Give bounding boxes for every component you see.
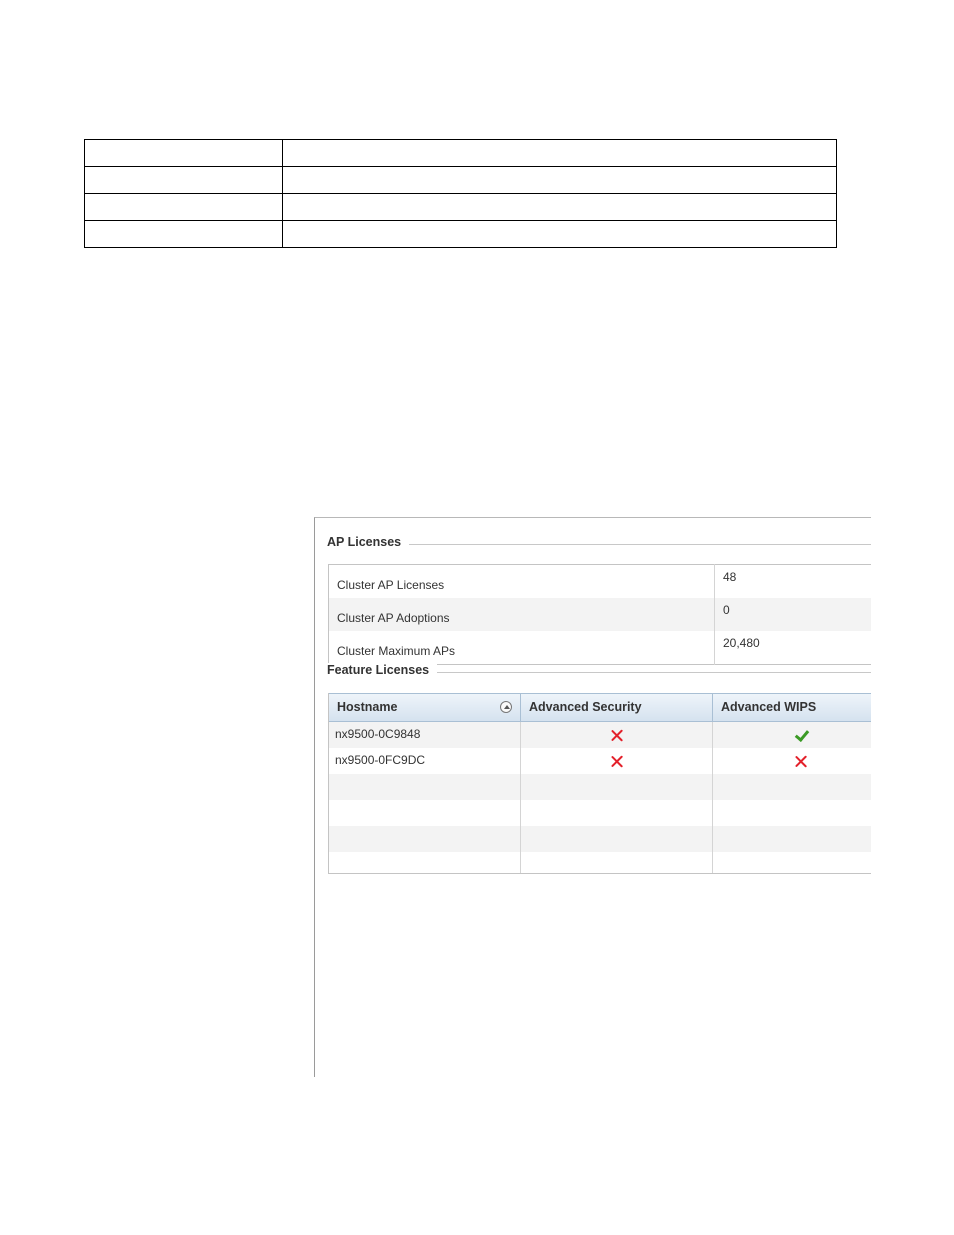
- row-label: Cluster AP Licenses: [329, 565, 715, 599]
- ap-licenses-table: [328, 564, 871, 665]
- ap-licenses-title: AP Licenses: [327, 535, 409, 549]
- cross-icon: [610, 729, 623, 742]
- row-value: 48: [715, 565, 872, 599]
- empty-row: [329, 774, 871, 800]
- feature-licenses-divider: [435, 672, 871, 673]
- column-header-advanced-security[interactable]: Advanced Security: [521, 694, 713, 721]
- table-row: [329, 565, 872, 599]
- sort-ascending-icon[interactable]: [500, 701, 512, 713]
- document-table: [84, 139, 837, 248]
- row-value: 0: [715, 598, 872, 631]
- table-row: [329, 631, 872, 665]
- empty-row: [329, 852, 871, 874]
- cross-icon: [610, 755, 623, 768]
- table-header: [329, 693, 871, 722]
- feature-licenses-table: [328, 693, 871, 874]
- table-row[interactable]: [329, 722, 871, 748]
- table-row: [329, 598, 872, 631]
- row-label: Cluster AP Adoptions: [329, 598, 715, 631]
- feature-licenses-title: Feature Licenses: [327, 663, 437, 677]
- cross-icon: [794, 755, 807, 768]
- row-value: 20,480: [715, 631, 872, 665]
- check-icon: [794, 728, 808, 742]
- table-row[interactable]: [329, 748, 871, 774]
- hostname-cell: nx9500-0C9848: [329, 722, 521, 748]
- row-label: Cluster Maximum APs: [329, 631, 715, 665]
- ap-licenses-divider: [405, 544, 871, 545]
- empty-row: [329, 826, 871, 852]
- table-body: [329, 722, 871, 874]
- column-header-hostname[interactable]: Hostname: [329, 694, 521, 721]
- hostname-cell: nx9500-0FC9DC: [329, 748, 521, 774]
- licenses-panel: [314, 517, 871, 1077]
- empty-row: [329, 800, 871, 826]
- column-header-advanced-wips[interactable]: Advanced WIPS: [713, 694, 871, 721]
